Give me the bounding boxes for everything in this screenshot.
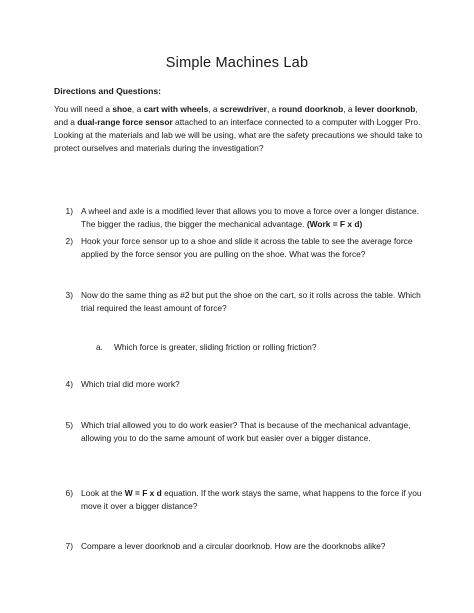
question-1 <box>54 205 426 231</box>
intro-text: , and a <box>54 104 418 127</box>
intro-bold-item: screwdriver <box>219 104 267 114</box>
question-number: a. <box>96 342 103 352</box>
question-2 <box>54 235 426 261</box>
question-text: Which trial allowed you to do work easier? That is because of the mechanical advantage, allowing you to do the same amount of work but easier over a bigger distance. <box>81 420 411 443</box>
question-text: Hook your force sensor up to a shoe and slide it across the table to see the average force applied by the force sensor you are pulling on the shoe. What was the force? <box>81 236 413 259</box>
question-1-text: A wheel and axle is a modified lever that allows you to move a force over a longer distance. The bigger the radius, the bigger the mechanical advantage. <box>81 206 419 229</box>
question-3a <box>96 341 396 354</box>
question-number: 3) <box>65 290 73 300</box>
question-number: 2) <box>65 236 73 246</box>
question-text <box>81 205 426 231</box>
question-number: 1) <box>65 206 73 216</box>
intro-text: You will need a <box>54 104 113 114</box>
question-text: Which trial did more work? <box>81 379 180 389</box>
page-title: Simple Machines Lab <box>165 55 309 71</box>
intro-paragraph <box>54 103 432 155</box>
question-7 <box>54 540 426 553</box>
intro-bold-item: lever doorknob <box>354 104 416 114</box>
work-formula: (Work = F x d) <box>306 219 363 229</box>
question-5 <box>54 419 426 445</box>
question-3 <box>54 289 426 315</box>
intro-text: , a <box>208 104 220 114</box>
question-6-text: Look at the <box>81 488 125 498</box>
question-text: Now do the same thing as #2 but put the shoe on the cart, so it rolls across the table. Which trial required the least amount of force? <box>81 290 421 313</box>
question-6-text: equation. If the work stays the same, what happens to the force if you move it over a bigger distance? <box>81 488 422 511</box>
intro-text: attached to an interface connected to a computer with Logger Pro. Looking at the materials and lab we will be using, what are the safety precautions we should take to protect ourselves and materials during the investigation? <box>54 117 423 153</box>
question-number: 7) <box>65 541 73 551</box>
question-4 <box>54 378 426 391</box>
intro-bold-item: round doorknob <box>278 104 344 114</box>
intro-bold-item: dual-range force sensor <box>77 117 173 127</box>
question-text: Which force is greater, sliding friction or rolling friction? <box>114 342 317 352</box>
work-equation: W = F x d <box>124 488 162 498</box>
question-number: 5) <box>65 420 73 430</box>
question-number: 6) <box>65 488 73 498</box>
intro-bold-item: cart with wheels <box>143 104 209 114</box>
intro-text: , a <box>266 104 279 114</box>
section-heading: Directions and Questions: <box>54 86 161 96</box>
question-number: 4) <box>65 379 73 389</box>
intro-text: , a <box>343 104 355 114</box>
intro-bold-item: shoe <box>112 104 132 114</box>
question-6 <box>54 487 426 513</box>
question-text <box>81 487 426 513</box>
question-text: Compare a lever doorknob and a circular doorknob. How are the doorknobs alike? <box>81 541 386 551</box>
intro-text: , a <box>131 104 144 114</box>
